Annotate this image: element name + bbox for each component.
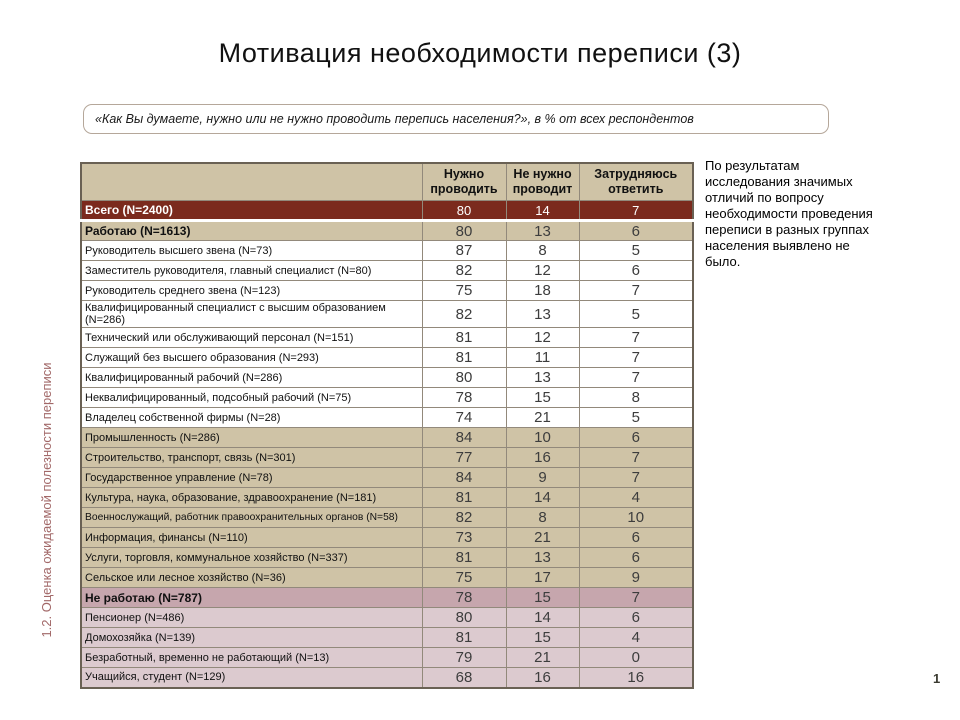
row-label: Не работаю (N=787)	[81, 588, 422, 608]
row-value: 7	[579, 348, 693, 368]
row-value: 68	[422, 668, 506, 688]
header-col-need: Нужно проводить	[422, 163, 506, 201]
row-label: Учащийся, студент (N=129)	[81, 668, 422, 688]
table-row	[81, 388, 693, 408]
row-label: Сельское или лесное хозяйство (N=36)	[81, 568, 422, 588]
row-label: Строительство, транспорт, связь (N=301)	[81, 448, 422, 468]
table-row	[81, 301, 693, 328]
table-row	[81, 548, 693, 568]
row-label: Квалифицированный специалист с высшим образованием (N=286)	[81, 301, 422, 328]
row-label: Работаю (N=1613)	[81, 221, 422, 241]
row-value: 21	[506, 528, 579, 548]
row-label: Технический или обслуживающий персонал (N=151)	[81, 328, 422, 348]
row-value: 7	[579, 368, 693, 388]
table-row	[81, 468, 693, 488]
table-row	[81, 241, 693, 261]
table-row	[81, 668, 693, 688]
table-row	[81, 608, 693, 628]
row-value: 7	[579, 468, 693, 488]
table-row	[81, 408, 693, 428]
row-value: 77	[422, 448, 506, 468]
row-value: 6	[579, 528, 693, 548]
section-side-label: 1.2. Оценка ожидаемой полезности переписи	[39, 362, 54, 638]
row-value: 16	[506, 668, 579, 688]
row-value: 13	[506, 548, 579, 568]
row-value: 7	[579, 281, 693, 301]
row-value: 8	[506, 241, 579, 261]
row-value: 5	[579, 241, 693, 261]
row-value: 78	[422, 588, 506, 608]
row-value: 82	[422, 261, 506, 281]
row-label: Домохозяйка (N=139)	[81, 628, 422, 648]
header-col-undecided: Затрудняюсь ответить	[579, 163, 693, 201]
table-row	[81, 588, 693, 608]
table-row	[81, 448, 693, 468]
table-row	[81, 428, 693, 448]
row-value: 84	[422, 428, 506, 448]
row-value: 15	[506, 588, 579, 608]
table-row	[81, 201, 693, 221]
page-title: Мотивация необходимости переписи (3)	[218, 38, 742, 68]
row-value: 7	[579, 328, 693, 348]
row-value: 81	[422, 348, 506, 368]
row-label: Военнослужащий, работник правоохранительных органов (N=58)	[81, 508, 422, 528]
row-value: 6	[579, 221, 693, 241]
row-value: 11	[506, 348, 579, 368]
row-value: 13	[506, 221, 579, 241]
row-value: 7	[579, 448, 693, 468]
row-label: Безработный, временно не работающий (N=13)	[81, 648, 422, 668]
row-label: Услуги, торговля, коммунальное хозяйство (N=337)	[81, 548, 422, 568]
row-value: 84	[422, 468, 506, 488]
row-value: 73	[422, 528, 506, 548]
row-label: Заместитель руководителя, главный специалист (N=80)	[81, 261, 422, 281]
row-label: Неквалифицированный, подсобный рабочий (N=75)	[81, 388, 422, 408]
row-value: 79	[422, 648, 506, 668]
table-row	[81, 648, 693, 668]
row-value: 16	[506, 448, 579, 468]
row-label: Всего (N=2400)	[81, 201, 422, 221]
table-row	[81, 568, 693, 588]
table-row	[81, 368, 693, 388]
table-row	[81, 221, 693, 241]
row-value: 80	[422, 368, 506, 388]
row-value: 15	[506, 628, 579, 648]
table-row	[81, 328, 693, 348]
page-number: 1	[933, 671, 941, 686]
row-label: Руководитель высшего звена (N=73)	[81, 241, 422, 261]
row-value: 0	[579, 648, 693, 668]
row-value: 5	[579, 408, 693, 428]
table-row	[81, 628, 693, 648]
table-row	[81, 488, 693, 508]
row-value: 74	[422, 408, 506, 428]
row-value: 16	[579, 668, 693, 688]
table-row	[81, 528, 693, 548]
row-value: 8	[579, 388, 693, 408]
row-value: 14	[506, 488, 579, 508]
survey-table	[80, 162, 694, 689]
row-value: 81	[422, 628, 506, 648]
question-text: «Как Вы думаете, нужно или не нужно проводить перепись населения?», в % от всех респондентов	[95, 112, 694, 126]
row-label: Культура, наука, образование, здравоохранение (N=181)	[81, 488, 422, 508]
row-value: 4	[579, 488, 693, 508]
row-value: 75	[422, 281, 506, 301]
row-label: Владелец собственной фирмы (N=28)	[81, 408, 422, 428]
table-row	[81, 348, 693, 368]
row-value: 5	[579, 301, 693, 328]
row-value: 13	[506, 368, 579, 388]
question-box	[83, 104, 829, 134]
row-value: 12	[506, 261, 579, 281]
row-value: 4	[579, 628, 693, 648]
row-value: 18	[506, 281, 579, 301]
row-label: Служащий без высшего образования (N=293)	[81, 348, 422, 368]
row-label: Информация, финансы (N=110)	[81, 528, 422, 548]
row-value: 81	[422, 328, 506, 348]
row-value: 14	[506, 201, 579, 221]
table-row	[81, 261, 693, 281]
row-value: 14	[506, 608, 579, 628]
table-row	[81, 281, 693, 301]
row-value: 17	[506, 568, 579, 588]
row-value: 87	[422, 241, 506, 261]
row-value: 10	[506, 428, 579, 448]
row-value: 6	[579, 548, 693, 568]
header-row	[81, 163, 693, 201]
row-label: Государственное управление (N=78)	[81, 468, 422, 488]
row-value: 15	[506, 388, 579, 408]
row-value: 9	[579, 568, 693, 588]
row-value: 13	[506, 301, 579, 328]
row-value: 7	[579, 201, 693, 221]
row-value: 80	[422, 201, 506, 221]
row-value: 80	[422, 608, 506, 628]
row-value: 6	[579, 261, 693, 281]
row-value: 81	[422, 548, 506, 568]
row-label: Руководитель среднего звена (N=123)	[81, 281, 422, 301]
table-body	[81, 201, 693, 688]
findings-note: По результатам исследования значимых отличий по вопросу необходимости проведения переписи в разных группах населения выявлено не было.	[705, 158, 873, 269]
row-label: Пенсионер (N=486)	[81, 608, 422, 628]
row-value: 81	[422, 488, 506, 508]
row-value: 21	[506, 648, 579, 668]
row-value: 82	[422, 508, 506, 528]
header-empty-cell	[81, 163, 422, 201]
row-label: Промышленность (N=286)	[81, 428, 422, 448]
row-label: Квалифицированный рабочий (N=286)	[81, 368, 422, 388]
table-header	[81, 163, 693, 201]
row-value: 7	[579, 588, 693, 608]
row-value: 6	[579, 608, 693, 628]
row-value: 78	[422, 388, 506, 408]
row-value: 8	[506, 508, 579, 528]
row-value: 10	[579, 508, 693, 528]
row-value: 82	[422, 301, 506, 328]
row-value: 21	[506, 408, 579, 428]
row-value: 12	[506, 328, 579, 348]
row-value: 9	[506, 468, 579, 488]
table-row	[81, 508, 693, 528]
row-value: 75	[422, 568, 506, 588]
header-col-no-need: Не нужно проводит	[506, 163, 579, 201]
row-value: 6	[579, 428, 693, 448]
row-value: 80	[422, 221, 506, 241]
